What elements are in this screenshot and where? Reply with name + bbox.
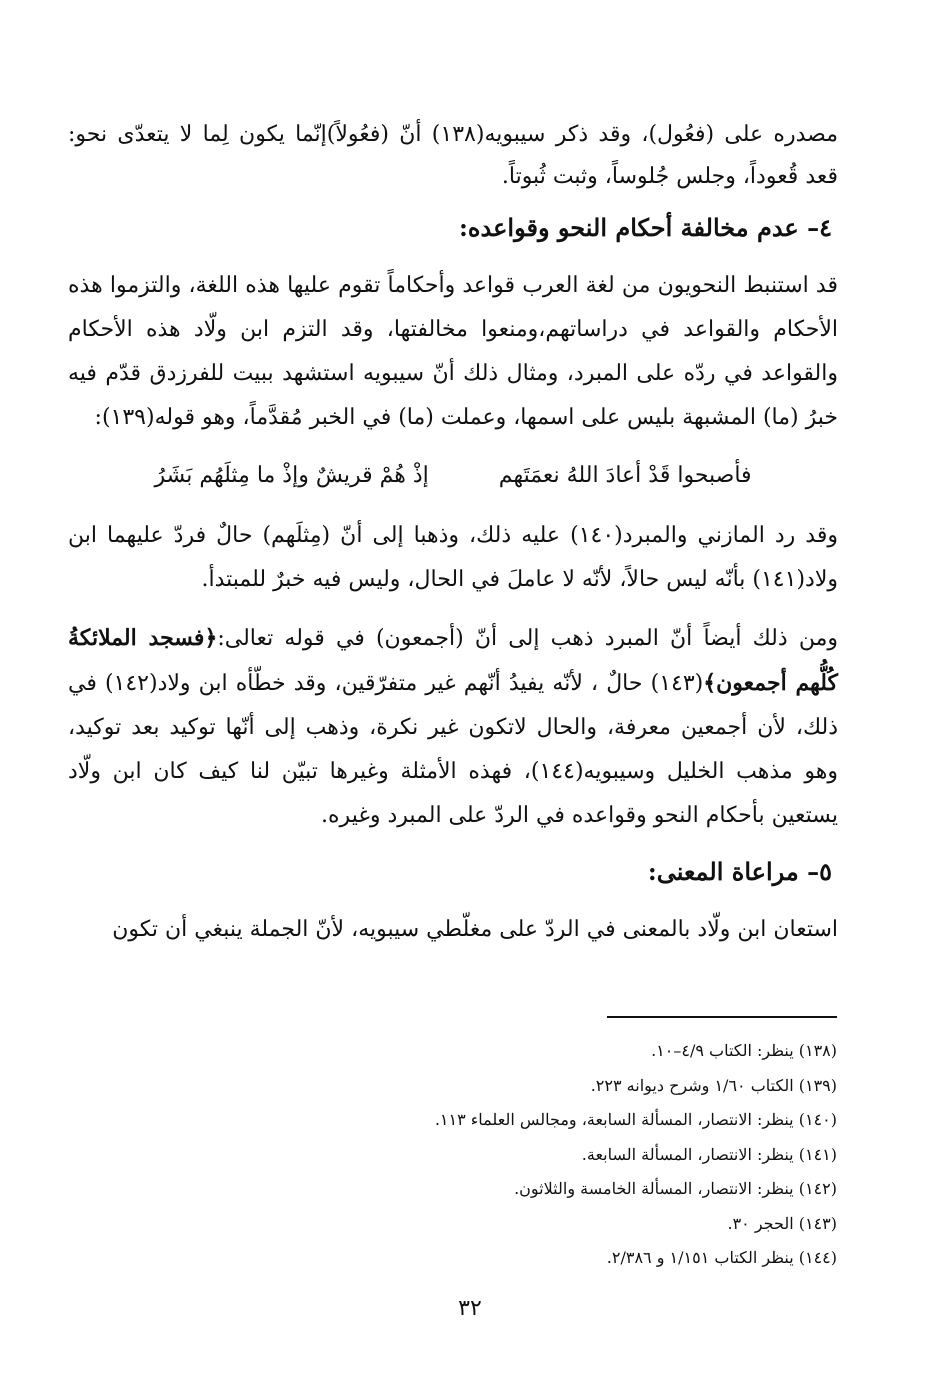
section-heading-4: ٤– عدم مخالفة أحكام النحو وقواعده: — [459, 213, 832, 242]
verse-second-hemistich: إذْ هُمْ قريشٌ وإذْ ما مِثلَهُم بَشَرُ — [154, 463, 429, 488]
main-text — [68, 114, 838, 966]
verse-first-hemistich: فأصبحوا قَدْ أعادَ اللهُ نعمَتَهم — [498, 463, 752, 488]
footnote-separator — [607, 1016, 837, 1018]
footnote-item: (١٤٤) ينظر الكتاب ١/١٥١ و ٢/٣٨٦. — [606, 1248, 837, 1267]
footnotes-list — [137, 1034, 837, 1276]
page-number: ٣٢ — [458, 1296, 482, 1321]
paragraph-intro: مصدره على (فعُول)، وقد ذكر سيبويه(١٣٨) أنّ (فعُولاً)إنّما يكون لِما لا يتعدّى نحو: قعد قُعوداً، وجلس جُلوساً، وثبت ثُبوتاً. — [68, 122, 838, 189]
section-heading-5: ٥– مراعاة المعنى: — [647, 857, 832, 886]
footnote-item: (١٤٢) ينظر: الانتصار، المسألة الخامسة والثلاثون. — [514, 1179, 837, 1198]
paragraph-ajmaun — [68, 616, 838, 838]
footnote-item: (١٤٣) الحجر ٣٠. — [727, 1213, 837, 1233]
footnote-item: (١٤٠) ينظر: الانتصار، المسألة السابعة، ومجالس العلماء ١١٣. — [434, 1110, 837, 1129]
footnote-item: (١٣٨) ينظر: الكتاب ٤/٩–١٠. — [651, 1041, 837, 1060]
quran-quote: ﴿فسجد الملائكةُ كُلُّهم أجمعون﴾ — [68, 625, 839, 696]
footnote-item: (١٤١) ينظر: الانتصار، المسألة السابعة. — [581, 1144, 837, 1164]
paragraph-meaning: استعان ابن ولّاد بالمعنى في الردّ على مغلّطي سيبويه، لأنّ الجملة ينبغي أن تكون — [112, 917, 838, 942]
paragraph-mazini: وقد رد المازني والمبرد(١٤٠) عليه ذلك، وذهبا إلى أنّ (مِثلَهم) حالٌ فردّ عليهما ابن ولاد(١٤١) بأنّه ليس حالاً، لأنّه لا عاملَ في الحال، وليس فيه خبرٌ للمبتدأ. — [68, 523, 838, 592]
paragraph-rules: قد استنبط النحويون من لغة العرب قواعد وأحكاماً تقوم عليها هذه اللغة، والتزموا هذه الأحكام والقواعد في دراساتهم،ومنعوا مخالفتها، وقد التزم ابن ولّاد هذه الأحكام والقواعد في ردّه على المبرد، ومثال ذلك أنّ سيبويه استشهد ببيت للفرزدق قدّم فيه خبرُ (ما) المشبهة بليس على اسمها، وعملت (ما) في الخبر مُقدَّماً، وهو قوله(١٣٩): — [68, 273, 838, 430]
footnote-item: (١٣٩) الكتاب ١/٦٠ وشرح ديوانه ٢٢٣. — [590, 1075, 837, 1095]
paragraph-ajmaun-after: (١٤٣) حالٌ ، لأنّه يفيدُ أنّهم غير متفرّقين، وقد خطّأه ابن ولاد(١٤٢) في ذلك، لأن أجمعين معرفة، والحال لاتكون غير نكرة، وذهب إلى أنّها توكيد بعد توكيد، وهو مذهب الخليل وسيبويه(١٤٤)، فهذه الأمثلة وغيرها تبيّن لنا كيف كان ابن ولّاد يستعين بأحكام النحو وقواعده في الردّ على المبرد وغيره. — [68, 671, 838, 828]
poetry-verse — [68, 454, 838, 498]
paragraph-ajmaun-before: ومن ذلك أيضاً أنّ المبرد ذهب إلى أنّ (أجمعون) في قوله تعالى: — [217, 626, 838, 651]
